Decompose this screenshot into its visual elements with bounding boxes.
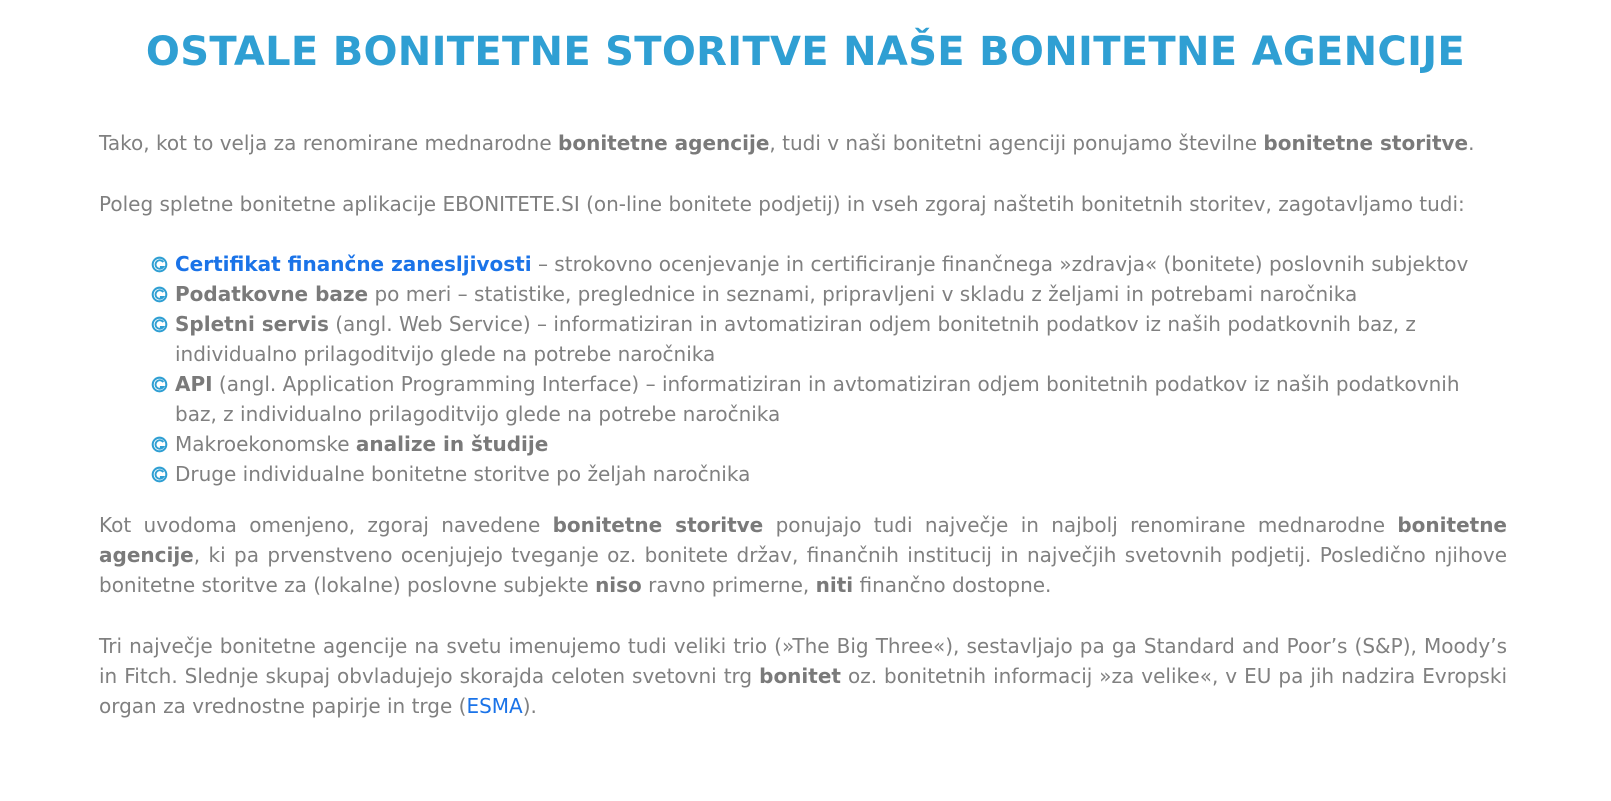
ebonitete-logo-icon (151, 256, 168, 273)
service-title: Spletni servis (175, 312, 329, 336)
para4-text-1: Tri največje bonitetne agencije na svetu imenujemo tudi veliki trio (»The Big Three«), sestavljajo pa ga Standard and Poor’s (S&P), Moody’s in Fitch. Slednje skupaj obvladujejo skorajda celoten svetovni trg (99, 634, 1507, 688)
list-item (151, 459, 1507, 489)
para3-text-5: finančno dostopne. (853, 573, 1052, 597)
service-title: API (175, 372, 213, 396)
list-item (151, 369, 1507, 429)
service-description: (angl. Web Service) – informatiziran in avtomatiziran odjem bonitetnih podatkov iz naših podatkovnih baz, z individualno prilagoditvijo glede na potrebe naročnika (175, 312, 1416, 366)
para3-bold-niso: niso (595, 573, 642, 597)
agencies-paragraph (99, 510, 1507, 600)
certificate-link[interactable]: Certifikat finančne zanesljivosti (175, 252, 532, 276)
para3-bold-niti: niti (815, 573, 854, 597)
para3-text-2: ponujajo tudi največje in najbolj renomirane mednarodne (763, 513, 1398, 537)
para3-text-4: ravno primerne, (641, 573, 816, 597)
service-description: – strokovno ocenjevanje in certificiranje finančnega »zdravja« (bonitete) poslovnih subjektov (531, 252, 1469, 276)
para3-text-1: Kot uvodoma omenjeno, zgoraj navedene (99, 513, 553, 537)
service-title: Podatkovne baze (175, 282, 369, 306)
service-description: po meri – statistike, preglednice in seznami, pripravljeni v skladu z željami in potrebami naročnika (368, 282, 1358, 306)
article-body (99, 128, 1507, 752)
para4-text-2: oz. bonitetnih informacij »za velike«, v EU pa jih nadzira Evropski organ za vrednostne papirje in trge ( (99, 664, 1507, 718)
para3-bold-services: bonitetne storitve (552, 513, 764, 537)
para3-bold-agencies: bonitetne agencije (99, 513, 1507, 567)
intro-text-1: Tako, kot to velja za renomirane mednarodne (99, 131, 559, 155)
para4-bold-bonitet: bonitet (759, 664, 841, 688)
intro-text-3: . (1468, 131, 1475, 155)
big-three-paragraph (99, 631, 1507, 721)
ebonitete-logo-icon (151, 286, 168, 303)
para4-text-3: ). (522, 694, 537, 718)
intro-bold-services: bonitetne storitve (1263, 131, 1469, 155)
service-description: Makroekonomske (175, 432, 356, 456)
intro-text-2: , tudi v naši bonitetni agenciji ponujamo številne (769, 131, 1264, 155)
ebonitete-logo-icon (151, 466, 168, 483)
para3-text-3: , ki pa prvenstveno ocenjujejo tveganje oz. bonitete držav, finančnih institucij in največjih svetovnih podjetij. Posledično njihove bonitetne storitve za (lokalne) poslovne subjekte (99, 543, 1507, 597)
esma-link[interactable]: ESMA (466, 694, 523, 718)
list-item (151, 249, 1507, 279)
ebonitete-logo-icon (151, 376, 168, 393)
page-title: OSTALE BONITETNE STORITVE NAŠE BONITETNE AGENCIJE (145, 29, 1466, 75)
service-description: Druge individualne bonitetne storitve po željah naročnika (175, 462, 751, 486)
service-title: analize in študije (355, 432, 549, 456)
list-item (151, 279, 1507, 309)
intro2-paragraph: Poleg spletne bonitetne aplikacije EBONITETE.SI (on-line bonitete podjetij) in vseh zgoraj naštetih bonitetnih storitev, zagotavljamo tudi: (99, 192, 1465, 216)
ebonitete-logo-icon (151, 316, 168, 333)
intro-bold-agencies: bonitetne agencije (558, 131, 770, 155)
intro-paragraph (99, 128, 1507, 158)
services-list (99, 249, 1507, 489)
service-description: (angl. Application Programming Interface) – informatiziran in avtomatiziran odjem bonitetnih podatkov iz naših podatkovnih baz, z individualno prilagoditvijo glede na potrebe naročnika (175, 372, 1460, 426)
ebonitete-logo-icon (151, 436, 168, 453)
list-item (151, 309, 1507, 369)
list-item (151, 429, 1507, 459)
